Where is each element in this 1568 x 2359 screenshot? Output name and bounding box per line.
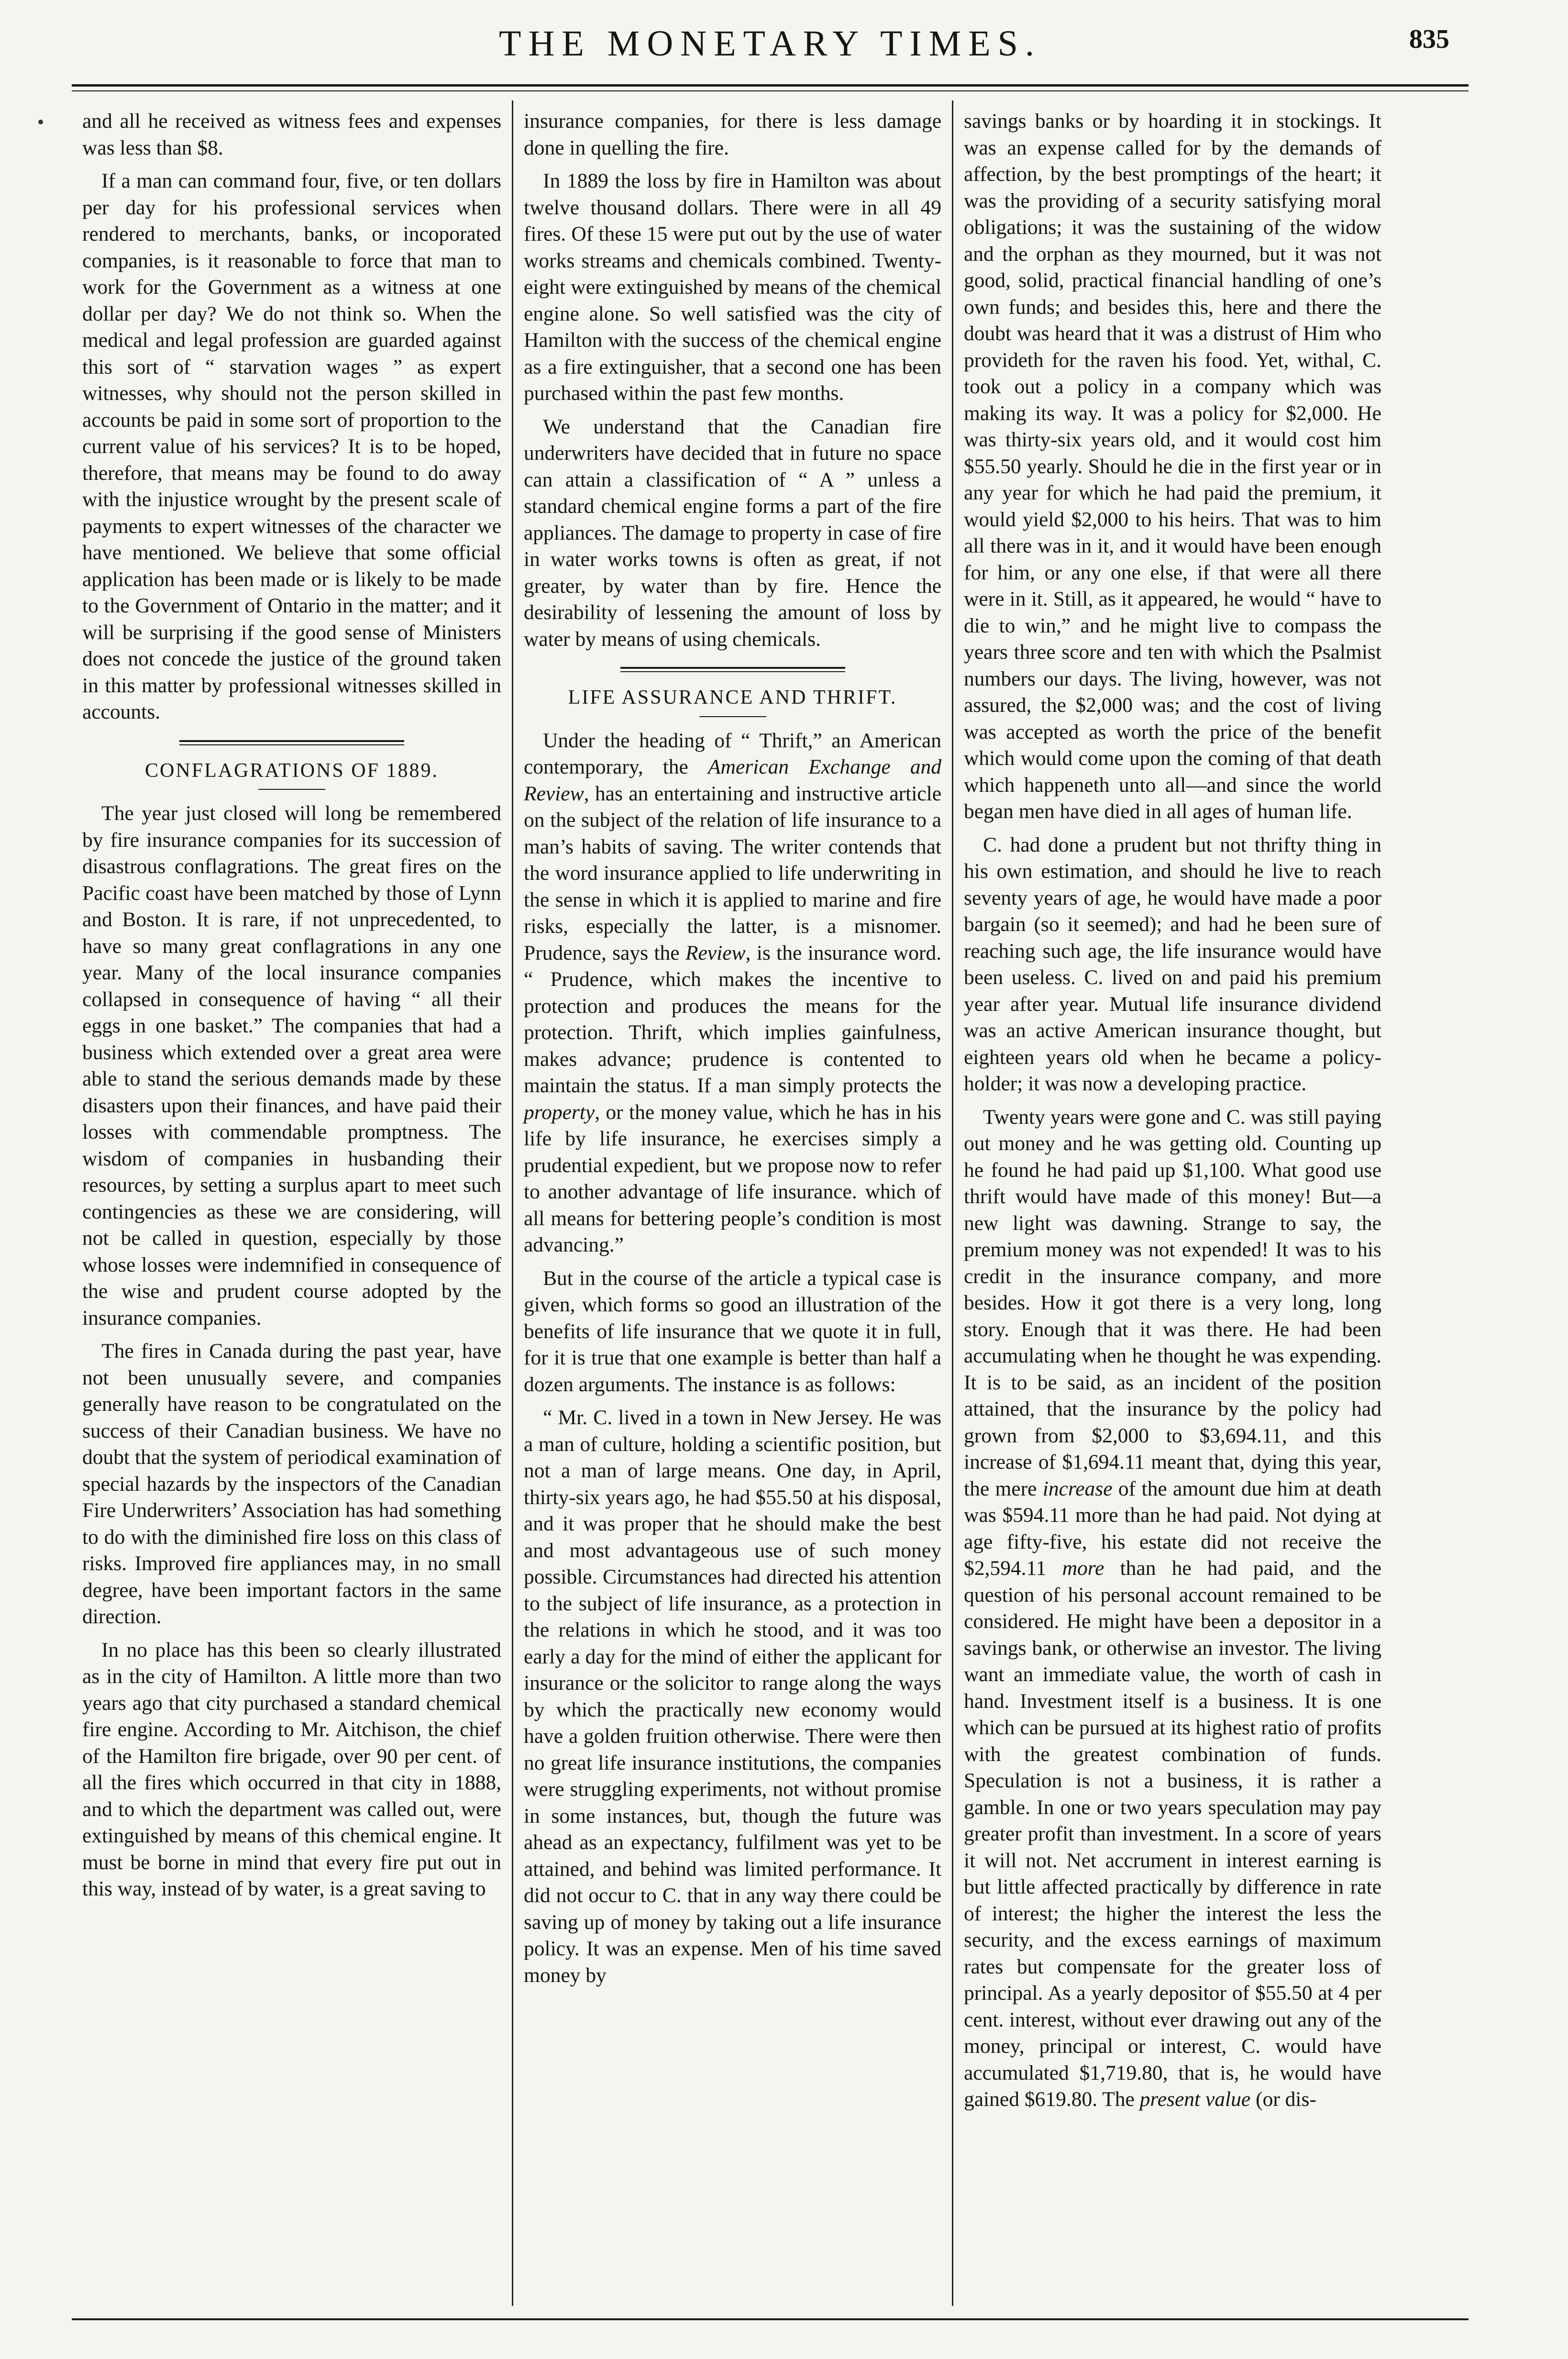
col2-paragraph-3: We understand that the Canadian fire underwriters have decided that in future no space can attain a classification of “ A ” unless a standard chemical engine forms a part of the fire appliances. The damage to property in case of fire in water works towns is often as great, if not greater, by water than by fire. Hence the desirability of lessening the amount of loss by water by means of using chemicals. <box>524 415 941 651</box>
page-number: 835 <box>1409 24 1449 54</box>
text-run: Under the heading of “ Thrift,” an American contemporary, the <box>524 729 941 778</box>
text-run: of the amount due him at death was $594.11 more than he had paid. Not dying at age fifty-five, his estate did not receive the $2,594.11 <box>964 1477 1381 1580</box>
column-3 <box>952 100 1392 2306</box>
column-2 <box>512 100 952 2306</box>
col3-paragraph-3 <box>964 1104 1381 2113</box>
journal-short-title: Review <box>685 941 746 964</box>
emphasis-property: property <box>524 1100 595 1124</box>
emphasis-more: more <box>1062 1557 1104 1580</box>
newspaper-page <box>72 14 1469 2339</box>
masthead <box>72 14 1469 67</box>
section-heading-life-assurance: LIFE ASSURANCE AND THRIFT. <box>568 687 897 709</box>
text-columns <box>72 100 1469 2306</box>
col1-paragraph-4: The fires in Canada during the past year, have not been unusually severe, and companies generally have reason to be congratulated on the success of their Canadian business. We have no doubt that the system of periodical examination of special hazards by the inspectors of the Canadian Fire Underwriters’ Association has had something to do with the diminished fire loss on this class of risks. Improved fire appliances may, in no small degree, have been important factors in the same direction. <box>82 1340 501 1628</box>
col3-paragraph-2: C. had done a prudent but not thrifty thing in his own estimation, and should he live to reach seventy years of age, he would have made a poor bargain (so it seemed); and had he been sure of reaching such age, the life insurance would have been useless. C. lived on and paid his premium year after year. Mutual life insurance dividend was an active American insurance thought, but eighteen years old when he became a policy-holder; it was now a developing practice. <box>964 833 1381 1095</box>
page-bottom-rule <box>72 2318 1469 2320</box>
col2-paragraph-2: In 1889 the loss by fire in Hamilton was about twelve thousand dollars. There were in all 49 fires. Of these 15 were put out by the use of water works streams and chemicals combined. Twenty-eight were extinguished by means of the chemical engine alone. So well satisfied was the city of Hamilton with the success of the chemical engine as a fire extinguisher, that a second one has been purchased within the past few months. <box>524 169 941 405</box>
emphasis-present-value: present value <box>1139 2088 1251 2111</box>
text-run: (or dis- <box>1250 2088 1316 2111</box>
col1-paragraph-3: The year just closed will long be remembered by fire insurance companies for its succession of disastrous conflagrations. The great fires on the Pacific coast have been matched by those of Lynn and Boston. It is rare, if not unprecedented, to have so many great conflagrations in any one year. Many of the local insurance companies collapsed in consequence of having “ all their eggs in one basket.” The companies that had a business which extended over a great area were able to stand the serious demands made by these disasters upon their finances, and have paid their losses with commendable promptness. The wisdom of companies in husbanding their resources, by setting a surplus apart to meet such contingencies as these we are considering, will not be called in question, especially by those whose losses were indemnified in consequence of the wise and prudent course adopted by the insurance companies. <box>82 802 501 1329</box>
heading-underline <box>699 716 766 717</box>
text-run: , has an entertaining and instructive article on the subject of the relation of life insurance to a man’s habits of saving. The writer contends that the word insurance applied to life underwriting in the sense in which it is applied to marine and fire risks, especially the latter, is a misnomer. Prudence, says the <box>524 782 941 964</box>
masthead-rule-thin <box>72 90 1469 91</box>
col2-paragraph-5: But in the course of the article a typical case is given, which forms so good an illustration of the benefits of life insurance that we quote it in full, for it is true that one example is better than half a dozen arguments. The instance is as follows: <box>524 1266 941 1396</box>
masthead-rule-thick <box>72 84 1469 87</box>
journal-title: American Exchange and Review <box>524 755 941 805</box>
section-divider <box>179 740 404 745</box>
col2-paragraph-6: “ Mr. C. lived in a town in New Jersey. He was a man of culture, holding a scientific position, but not a man of large means. One day, in April, thirty-six years ago, he had $55.50 at his disposal, and it was proper that he should make the best and most advantageous use of such money possible. Circumstances had directed his attention to the subject of life insurance, as a protection in the relations in which he stood, and it was too early a day for the mind of either the applicant for insurance or the solicitor to range along the ways by which the practically new economy would have a golden fruition otherwise. There were then no great life insurance institutions, the companies were struggling experiments, not without promise in some instances, but, though the future was ahead as an expectancy, fulfilment was yet to be attained, and behind was limited performance. It did not occur to C. that in any way there could be saving up of money by taking out a life insurance policy. It was an expense. Men of his time saved money by <box>524 1406 941 1987</box>
col3-paragraph-1: savings banks or by hoarding it in stockings. It was an expense called for by the demands of affection, by the best promptings of the heart; it was the providing of a security satisfying moral obligations; it was the sustaining of the widow and the orphan as they mourned, but it was not good, solid, practical financial handling of one’s own funds; and besides this, here and there the doubt was heard that it was a distrust of Him who provideth for the raven his food. Yet, withal, C. took out a policy in a company which was making its way. It was a policy for $2,000. He was thirty-six years old, and it would cost him $55.50 yearly. Should he die in the first year or in any year for which he had paid the premium, it would yield $2,000 to his heirs. That was to him all there was in it, and it would have been enough for him, or any one else, if that were all there were in it. Still, as it appeared, he would “ have to die to win,” and he might live to compass the years three score and ten with which the Psalmist numbers our days. The living, however, was not assured, the $2,000 was; and the cost of living was accepted as worth the price of the benefit which would come upon the coming of that death which happeneth unto all—and since the world began men have died in all ages of human life. <box>964 110 1381 823</box>
col2-paragraph-1: insurance companies, for there is less damage done in quelling the fire. <box>524 110 941 159</box>
col1-paragraph-5: In no place has this been so clearly illustrated as in the city of Hamilton. A little more than two years ago that city purchased a standard chemical fire engine. According to Mr. Aitchison, the chief of the Hamilton fire brigade, over 90 per cent. of all the fires which occurred in that city in 1888, and to which the department was called out, were extinguished by means of this chemical engine. It must be borne in mind that every fire put out in this way, instead of by water, is a great saving to <box>82 1638 501 1900</box>
col1-paragraph-1: and all he received as witness fees and expenses was less than $8. <box>82 110 501 159</box>
newspaper-title: THE MONETARY TIMES. <box>499 23 1041 64</box>
section-divider <box>620 667 845 672</box>
heading-underline <box>258 789 325 790</box>
margin-dot <box>38 120 43 124</box>
column-1 <box>72 100 512 2306</box>
emphasis-increase: increase <box>1042 1477 1113 1500</box>
text-run: , is the insurance word. “ Prudence, which makes the incentive to protection and produces the means for the protection. Thrift, which implies gainfulness, makes advance; prudence is contented to maintain the status. If a man simply protects the <box>524 941 941 1097</box>
col1-paragraph-2: If a man can command four, five, or ten dollars per day for his professional services when rendered to merchants, banks, or incoporated companies, is it reasonable to force that man to work for the Government as a witness at one dollar per day? We do not think so. When the medical and legal profession are guarded against this sort of “ starvation wages ” as expert witnesses, why should not the person skilled in accounts be paid in some sort of proportion to the current value of his services? It is to be hoped, therefore, that means may be found to do away with the injustice wrought by the present scale of payments to expert witnesses of the character we have mentioned. We believe that some official application has been made or is likely to be made to the Government of Ontario in the matter; and it will be surprising if the good sense of Ministers does not concede the justice of the ground taken in this matter by professional witnesses skilled in accounts. <box>82 169 501 723</box>
section-heading-conflagrations: CONFLAGRATIONS OF 1889. <box>145 759 439 782</box>
text-run: Twenty years were gone and C. was still paying out money and he was getting old. Counting up he found he had paid up $1,100. What good use thrift would have made of this money! But—a new light was dawning. Strange to say, the premium money was not expended! It was to his credit in the insurance company, and more besides. How it got there is a very long, long story. Enough that it was there. He had been accumulating when he thought he was expending. It is to be said, as an incident of the position attained, that the insurance by the policy had grown from $2,000 to $3,694.11, and this increase of $1,694.11 meant that, dying this year, the mere <box>964 1105 1381 1500</box>
col2-paragraph-4 <box>524 728 941 1259</box>
text-run: , or the money value, which he has in his life by life insurance, he exercises simply a prudential expedient, but we propose now to refer to another advantage of life insurance. which of all means for bettering people’s condition is most advancing.” <box>524 1100 941 1256</box>
text-run: than he had paid, and the question of his personal account remained to be considered. He might have been a depositor in a savings bank, or otherwise an investor. The living want an immediate value, the worth of cash in hand. Investment itself is a business. It is one which can be pursued at its highest ratio of profits with the greatest combination of funds. Speculation is not a business, it is rather a gamble. In one or two years speculation may pay greater profit than investment. In a score of years it will not. Net accrument in interest earning is but little affected practically by difference in rate of interest; the higher the interest the less the security, and the excess earnings of maximum rates but compensate for the greater loss of principal. As a yearly depositor of $55.50 at 4 per cent. interest, without ever drawing out any of the money, principal or interest, C. would have accumulated $1,719.80, that is, he would have gained $619.80. The <box>964 1557 1381 2111</box>
